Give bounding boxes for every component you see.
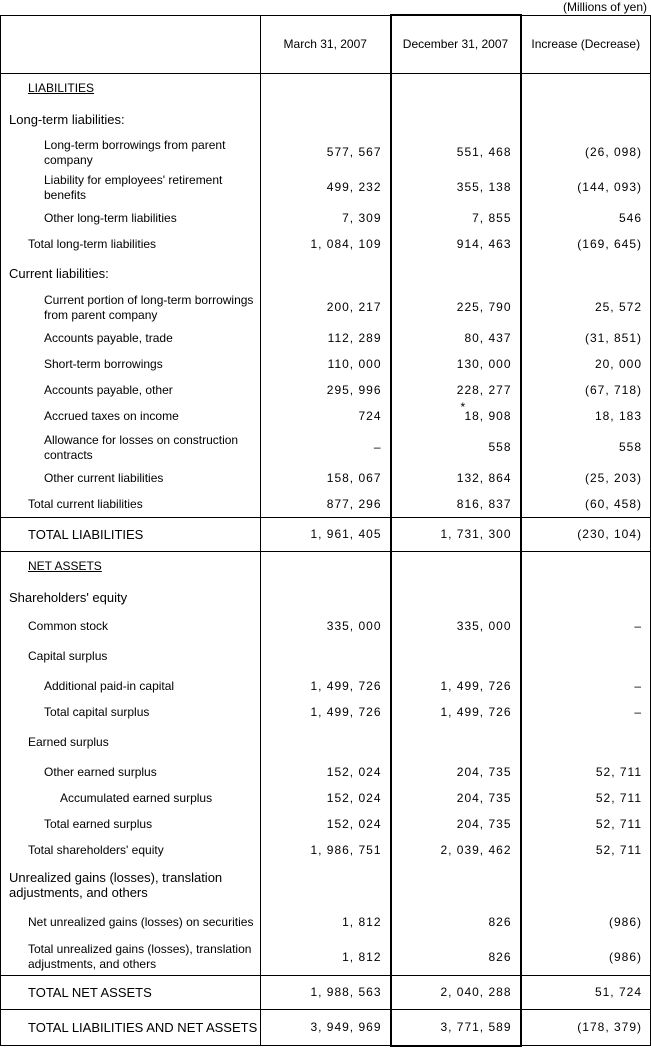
value-march-2007: [261, 352, 391, 378]
cell-value: 25, 572: [594, 300, 642, 314]
cell-value: –: [634, 679, 642, 693]
row-label: TOTAL NET ASSETS: [1, 976, 261, 1010]
cell-value: 335, 000: [326, 619, 382, 633]
value-increase-decrease: [521, 674, 651, 700]
cell-value: (144, 093): [577, 180, 642, 194]
cell-value: 204, 735: [456, 765, 512, 779]
cell-value: –: [373, 440, 382, 454]
value-december-2007: [391, 378, 521, 404]
cell-value: 51, 724: [594, 985, 642, 999]
cell-value: * 18, 908: [464, 409, 511, 423]
value-march-2007: [261, 326, 391, 352]
row-label: Earned surplus: [1, 726, 261, 760]
cell-value: 52, 711: [595, 817, 642, 831]
value-december-2007: [391, 940, 521, 976]
cell-value: 1, 499, 726: [310, 679, 382, 693]
value-march-2007: [261, 786, 391, 812]
value-increase-decrease: [521, 378, 651, 404]
table-row: [1, 640, 651, 674]
cell-value: 132, 864: [456, 471, 512, 485]
cell-value: 1, 499, 726: [310, 705, 382, 719]
cell-value: 112, 289: [327, 331, 382, 345]
value-march-2007: [261, 104, 391, 136]
cell-value: –: [634, 705, 642, 719]
value-december-2007: [391, 104, 521, 136]
table-row: [1, 700, 651, 726]
cell-value: 724: [358, 409, 382, 423]
row-label: TOTAL LIABILITIES: [1, 518, 261, 552]
cell-value: 577, 567: [326, 145, 382, 159]
cell-value: 335, 000: [456, 619, 512, 633]
cell-value: 2, 039, 462: [440, 843, 512, 857]
cell-value: 204, 735: [456, 817, 512, 831]
table-row: [1, 326, 651, 352]
cell-value: 200, 217: [326, 300, 382, 314]
row-label: Common stock: [1, 614, 261, 640]
value-december-2007: [391, 352, 521, 378]
value-december-2007: [391, 404, 521, 430]
table-row: [1, 674, 651, 700]
table-row: [1, 492, 651, 518]
cell-value: (178, 379): [577, 1020, 642, 1034]
value-increase-decrease: [521, 232, 651, 258]
value-increase-decrease: [521, 640, 651, 674]
value-march-2007: [261, 206, 391, 232]
cell-value: (67, 718): [584, 383, 642, 397]
row-label: Total capital surplus: [1, 700, 261, 726]
value-increase-decrease: [521, 136, 651, 170]
row-label: Liability for employees' retirement benefits: [1, 170, 261, 206]
table-row: [1, 136, 651, 170]
header-row: [1, 15, 651, 74]
value-increase-decrease: [521, 864, 651, 906]
cell-value: (986): [608, 949, 642, 964]
row-label: Accounts payable, other: [1, 378, 261, 404]
value-increase-decrease: [521, 786, 651, 812]
table-row: [1, 290, 651, 326]
cell-value: 546: [618, 211, 642, 225]
value-increase-decrease: [521, 906, 651, 940]
value-march-2007: [261, 940, 391, 976]
table-row: [1, 430, 651, 466]
value-increase-decrease: [521, 614, 651, 640]
value-increase-decrease: [521, 812, 651, 838]
table-row: [1, 104, 651, 136]
table-row: [1, 258, 651, 290]
value-increase-decrease: [521, 518, 651, 552]
cell-value: 158, 067: [326, 471, 382, 485]
header-december-2007: December 31, 2007: [391, 15, 521, 74]
value-increase-decrease: [521, 838, 651, 864]
value-increase-decrease: [521, 352, 651, 378]
row-label: Total long-term liabilities: [1, 232, 261, 258]
value-december-2007: [391, 906, 521, 940]
table-row: [1, 74, 651, 104]
table-row: [1, 906, 651, 940]
value-march-2007: [261, 290, 391, 326]
row-label: LIABILITIES: [1, 74, 261, 104]
value-increase-decrease: [521, 206, 651, 232]
value-increase-decrease: [521, 290, 651, 326]
cell-value: 826: [488, 949, 512, 964]
value-march-2007: [261, 700, 391, 726]
cell-value: 130, 000: [456, 357, 512, 371]
cell-value: 152, 024: [326, 765, 382, 779]
value-december-2007: [391, 466, 521, 492]
value-december-2007: [391, 258, 521, 290]
value-december-2007: [391, 726, 521, 760]
value-march-2007: [261, 906, 391, 940]
value-increase-decrease: [521, 326, 651, 352]
cell-value: 355, 138: [456, 180, 512, 194]
row-label: Total earned surplus: [1, 812, 261, 838]
table-row: [1, 378, 651, 404]
value-december-2007: [391, 430, 521, 466]
cell-value: (169, 645): [577, 237, 642, 251]
cell-value: 152, 024: [326, 791, 382, 805]
cell-value: 3, 771, 589: [440, 1019, 512, 1034]
value-december-2007: [391, 640, 521, 674]
table-row: [1, 552, 651, 582]
value-increase-decrease: [521, 170, 651, 206]
value-december-2007: [391, 700, 521, 726]
table-row: [1, 786, 651, 812]
value-december-2007: [391, 290, 521, 326]
value-march-2007: [261, 170, 391, 206]
table-row: [1, 232, 651, 258]
cell-value: 20, 000: [594, 357, 642, 371]
value-december-2007: [391, 614, 521, 640]
cell-value: 7, 309: [342, 211, 382, 225]
value-december-2007: [391, 552, 521, 582]
value-increase-decrease: [521, 430, 651, 466]
value-december-2007: [391, 492, 521, 518]
cell-value: 52, 711: [595, 765, 642, 779]
value-increase-decrease: [521, 104, 651, 136]
table-row: [1, 1010, 651, 1046]
value-march-2007: [261, 674, 391, 700]
value-march-2007: [261, 582, 391, 614]
table-row: [1, 614, 651, 640]
row-label: Accrued taxes on income: [1, 404, 261, 430]
cell-value: 1, 812: [342, 915, 382, 929]
value-increase-decrease: [521, 726, 651, 760]
cell-value: 558: [488, 440, 512, 454]
value-march-2007: [261, 492, 391, 518]
cell-value: 1, 986, 751: [310, 843, 382, 857]
row-label: Short-term borrowings: [1, 352, 261, 378]
value-march-2007: [261, 404, 391, 430]
value-increase-decrease: [521, 466, 651, 492]
value-march-2007: [261, 838, 391, 864]
value-march-2007: [261, 518, 391, 552]
header-label-cell: [1, 15, 261, 74]
value-december-2007: [391, 136, 521, 170]
value-march-2007: [261, 378, 391, 404]
row-label: Allowance for losses on construction contracts: [1, 430, 261, 466]
row-label: Accumulated earned surplus: [1, 786, 261, 812]
value-december-2007: [391, 864, 521, 906]
cell-value: (26, 098): [584, 145, 642, 159]
value-march-2007: [261, 640, 391, 674]
cell-value: 52, 711: [595, 791, 642, 805]
value-december-2007: [391, 326, 521, 352]
row-label: Other long-term liabilities: [1, 206, 261, 232]
table-row: [1, 404, 651, 430]
cell-value: 7, 855: [472, 211, 512, 225]
cell-value: 110, 000: [327, 357, 382, 371]
cell-value: 914, 463: [456, 237, 512, 251]
value-increase-decrease: [521, 1010, 651, 1046]
value-december-2007: [391, 674, 521, 700]
value-march-2007: [261, 760, 391, 786]
value-december-2007: [391, 518, 521, 552]
value-december-2007: [391, 206, 521, 232]
row-label: Total shareholders' equity: [1, 838, 261, 864]
cell-value: 2, 040, 288: [440, 985, 512, 999]
table-row: [1, 726, 651, 760]
table-row: [1, 466, 651, 492]
cell-value: 816, 837: [456, 496, 512, 511]
value-march-2007: [261, 864, 391, 906]
cell-value: (60, 458): [584, 496, 642, 511]
header-increase-decrease: Increase (Decrease): [521, 15, 651, 74]
value-march-2007: [261, 552, 391, 582]
row-label: Current portion of long-term borrowings from parent company: [1, 290, 261, 326]
value-december-2007: [391, 170, 521, 206]
cell-value: 1, 731, 300: [440, 527, 512, 541]
value-march-2007: [261, 74, 391, 104]
value-increase-decrease: [521, 582, 651, 614]
value-march-2007: [261, 136, 391, 170]
table-row: [1, 812, 651, 838]
value-december-2007: [391, 760, 521, 786]
value-march-2007: [261, 976, 391, 1010]
row-label: Additional paid-in capital: [1, 674, 261, 700]
row-label: Unrealized gains (losses), translation adjustments, and others: [1, 864, 261, 906]
header-march-2007: March 31, 2007: [261, 15, 391, 74]
value-december-2007: [391, 786, 521, 812]
row-label: Other earned surplus: [1, 760, 261, 786]
balance-sheet-body: [1, 15, 651, 1046]
value-increase-decrease: [521, 940, 651, 976]
cell-value: 18, 183: [594, 409, 642, 423]
cell-value: 295, 996: [326, 383, 382, 397]
table-row: [1, 518, 651, 552]
row-label: NET ASSETS: [1, 552, 261, 582]
cell-value: 1, 812: [342, 949, 382, 964]
table-row: [1, 976, 651, 1010]
cell-value: 499, 232: [326, 180, 382, 194]
cell-value: 877, 296: [326, 496, 382, 511]
value-increase-decrease: [521, 976, 651, 1010]
cell-value: 1, 084, 109: [310, 237, 382, 251]
cell-value: 152, 024: [326, 817, 382, 831]
value-march-2007: [261, 726, 391, 760]
row-label: Other current liabilities: [1, 466, 261, 492]
table-row: [1, 170, 651, 206]
value-december-2007: [391, 232, 521, 258]
table-row: [1, 864, 651, 906]
value-march-2007: [261, 1010, 391, 1046]
value-increase-decrease: [521, 258, 651, 290]
table-row: [1, 582, 651, 614]
cell-value: (25, 203): [584, 471, 642, 485]
table-row: [1, 352, 651, 378]
value-december-2007: [391, 1010, 521, 1046]
row-label: Capital surplus: [1, 640, 261, 674]
cell-value: 3, 949, 969: [310, 1020, 382, 1034]
value-december-2007: [391, 74, 521, 104]
balance-sheet-table: [0, 14, 651, 1047]
cell-value: 225, 790: [456, 300, 512, 314]
value-march-2007: [261, 614, 391, 640]
value-march-2007: [261, 258, 391, 290]
value-december-2007: [391, 812, 521, 838]
value-increase-decrease: [521, 700, 651, 726]
unit-note: (Millions of yen): [562, 0, 647, 14]
table-row: [1, 760, 651, 786]
table-row: [1, 206, 651, 232]
cell-value: (230, 104): [577, 527, 642, 541]
row-label: Net unrealized gains (losses) on securities: [1, 906, 261, 940]
value-increase-decrease: [521, 492, 651, 518]
value-increase-decrease: [521, 760, 651, 786]
row-label: Shareholders' equity: [1, 582, 261, 614]
cell-value: 228, 277: [456, 383, 512, 397]
value-increase-decrease: [521, 552, 651, 582]
row-label: Total unrealized gains (losses), translation adjustments, and others: [1, 940, 261, 976]
cell-value: (31, 851): [584, 331, 642, 345]
row-label: Long-term liabilities:: [1, 104, 261, 136]
cell-value: 551, 468: [456, 145, 512, 159]
value-march-2007: [261, 466, 391, 492]
value-december-2007: [391, 838, 521, 864]
value-december-2007: [391, 582, 521, 614]
row-label: Current liabilities:: [1, 258, 261, 290]
cell-value: 204, 735: [456, 791, 512, 805]
cell-value: –: [634, 619, 642, 633]
value-increase-decrease: [521, 74, 651, 104]
table-row: [1, 940, 651, 976]
value-march-2007: [261, 430, 391, 466]
row-label: Accounts payable, trade: [1, 326, 261, 352]
row-label: Long-term borrowings from parent company: [1, 136, 261, 170]
row-label: TOTAL LIABILITIES AND NET ASSETS: [1, 1010, 261, 1046]
cell-value: 558: [618, 440, 642, 454]
cell-value: 1, 961, 405: [310, 527, 382, 541]
value-march-2007: [261, 812, 391, 838]
cell-value: (986): [608, 915, 642, 929]
row-label: Total current liabilities: [1, 492, 261, 518]
value-increase-decrease: [521, 404, 651, 430]
cell-value: 1, 499, 726: [440, 679, 512, 693]
cell-value: 80, 437: [464, 331, 512, 345]
table-row: [1, 838, 651, 864]
value-december-2007: [391, 976, 521, 1010]
cell-value: 1, 499, 726: [440, 705, 512, 719]
cell-value: 52, 711: [595, 843, 642, 857]
cell-value: 826: [488, 915, 512, 929]
value-march-2007: [261, 232, 391, 258]
cell-value: 1, 988, 563: [310, 985, 382, 999]
